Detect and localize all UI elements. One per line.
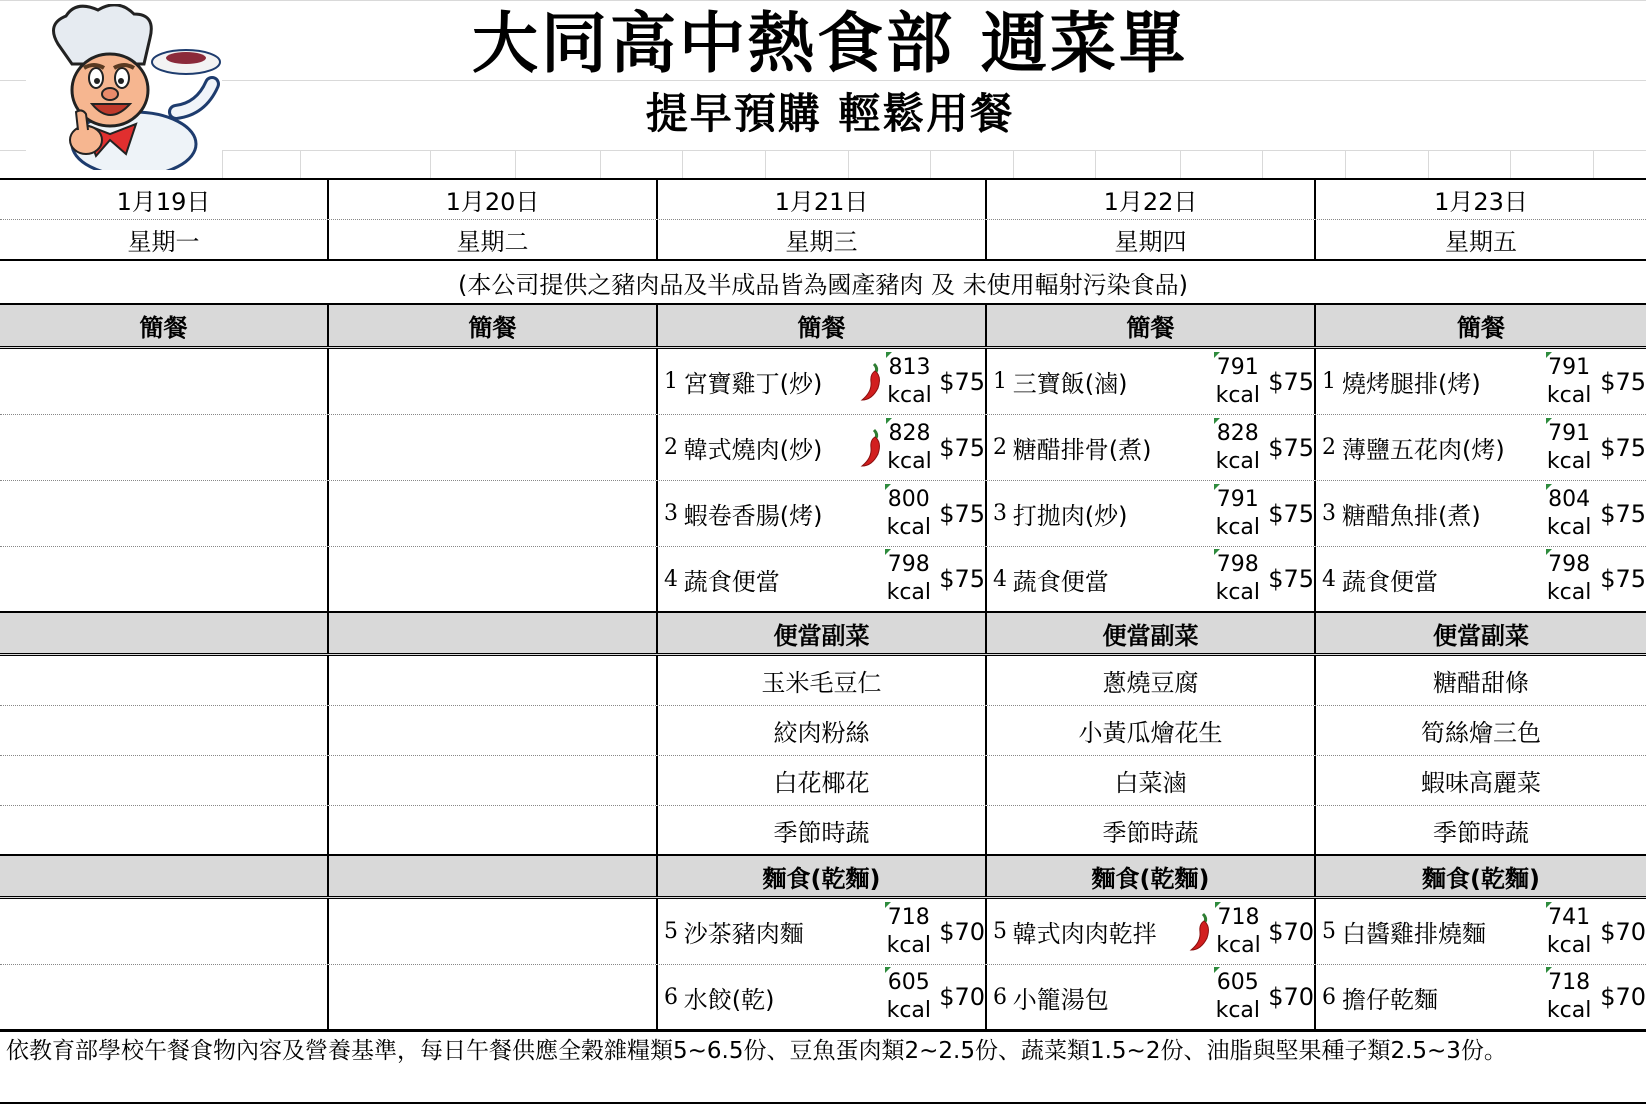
table-row bbox=[0, 965, 1646, 1031]
dish-cell bbox=[987, 481, 1316, 546]
spicy-chili-icon bbox=[1187, 912, 1215, 952]
weekday-cell: 星期四 bbox=[987, 220, 1316, 259]
menu-header bbox=[0, 0, 1646, 178]
calorie-value: 813 kcal bbox=[887, 354, 932, 408]
spicy-chili-icon bbox=[858, 428, 886, 468]
calorie-value: 798 kcal bbox=[886, 552, 932, 605]
spicy-chili-icon bbox=[858, 362, 886, 402]
spicy-chili-icon bbox=[1189, 362, 1214, 402]
side-dish-cell: 季節時蔬 bbox=[658, 806, 987, 854]
section-label: 便當副菜 bbox=[658, 613, 987, 653]
dish-price: $75 bbox=[939, 367, 985, 396]
side-dish-cell: 小黃瓜燴花生 bbox=[987, 706, 1316, 755]
table-row bbox=[0, 656, 1646, 706]
dish-price: $70 bbox=[939, 983, 985, 1011]
calorie-value: 791 kcal bbox=[1546, 354, 1592, 408]
section-label: 便當副菜 bbox=[1433, 621, 1529, 650]
dish-cell bbox=[987, 415, 1316, 480]
side-dish-cell: 絞肉粉絲 bbox=[658, 706, 987, 755]
side-dish-cell: 蝦味高麗菜 bbox=[1421, 769, 1541, 797]
spicy-chili-icon bbox=[860, 977, 885, 1017]
dish-number: 1 bbox=[1322, 369, 1336, 394]
section-label: 簡餐 bbox=[1457, 314, 1505, 342]
dish-number: 4 bbox=[993, 566, 1007, 592]
calorie-value: 605 kcal bbox=[1215, 970, 1261, 1023]
section-label: 便當副菜 bbox=[987, 613, 1316, 653]
dish-price: $75 bbox=[939, 499, 985, 528]
dish-price: $75 bbox=[939, 433, 985, 462]
calorie-value: 828 kcal bbox=[1215, 420, 1261, 474]
table-row bbox=[0, 349, 1646, 415]
dish-name: 韓式燒肉(炒) bbox=[683, 436, 823, 464]
set-meal-section-row bbox=[0, 305, 1646, 349]
dish-number: 2 bbox=[993, 435, 1007, 460]
dish-price: $75 bbox=[1268, 433, 1314, 462]
side-dish-cell: 糖醋甜條 bbox=[1433, 669, 1529, 697]
dish-name: 薄鹽五花肉(烤) bbox=[1341, 436, 1505, 464]
dish-cell bbox=[658, 481, 987, 546]
calorie-value: 798 kcal bbox=[1215, 552, 1261, 605]
calorie-value: 791 kcal bbox=[1215, 486, 1261, 540]
dish-cell bbox=[1316, 349, 1646, 414]
spicy-chili-icon bbox=[860, 912, 885, 952]
dish-name: 水餃(乾) bbox=[683, 985, 775, 1014]
spicy-chili-icon bbox=[1189, 494, 1214, 534]
dish-number: 6 bbox=[664, 984, 678, 1010]
calorie-value: 605 kcal bbox=[886, 970, 932, 1023]
spicy-chili-icon bbox=[860, 494, 885, 534]
dish-cell bbox=[658, 547, 987, 611]
dish-number: 3 bbox=[664, 501, 678, 526]
weekday-row bbox=[0, 220, 1646, 261]
side-dish-cell: 白花椰花 bbox=[658, 756, 987, 805]
dish-number: 6 bbox=[993, 984, 1007, 1010]
dish-cell bbox=[1316, 415, 1646, 480]
dish-price: $75 bbox=[1600, 367, 1646, 396]
weekday-cell: 星期二 bbox=[329, 220, 658, 259]
dish-cell bbox=[1316, 547, 1646, 611]
section-label: 簡餐 bbox=[0, 305, 329, 346]
dish-number: 1 bbox=[664, 369, 678, 394]
calorie-value: 718 kcal bbox=[1216, 904, 1261, 958]
calorie-value: 791 kcal bbox=[1215, 354, 1261, 408]
side-dish-cell: 白菜滷 bbox=[987, 756, 1316, 805]
dish-name: 韓式肉肉乾拌 bbox=[1012, 920, 1157, 948]
dish-cell bbox=[658, 349, 987, 414]
table-row bbox=[0, 706, 1646, 756]
date-row bbox=[0, 178, 1646, 220]
dish-name: 沙茶豬肉麵 bbox=[683, 920, 804, 948]
weekday-cell: 星期一 bbox=[0, 220, 329, 259]
dish-price: $70 bbox=[1600, 983, 1646, 1011]
spicy-chili-icon bbox=[1520, 912, 1545, 952]
dish-name: 糖醋魚排(煮) bbox=[1341, 502, 1481, 530]
dish-cell bbox=[658, 899, 987, 964]
date-cell: 1月23日 bbox=[1434, 188, 1528, 216]
calorie-value: 718 kcal bbox=[886, 904, 932, 958]
noodle-section-row bbox=[0, 856, 1646, 899]
spicy-chili-icon bbox=[1520, 428, 1545, 468]
spicy-chili-icon bbox=[860, 559, 885, 599]
dish-cell bbox=[658, 965, 987, 1029]
spicy-chili-icon bbox=[1189, 977, 1214, 1017]
side-dish-cell: 季節時蔬 bbox=[1433, 818, 1529, 847]
spicy-chili-icon bbox=[1520, 559, 1545, 599]
dish-number: 5 bbox=[1322, 919, 1336, 944]
date-cell: 1月19日 bbox=[0, 180, 329, 219]
dish-price: $75 bbox=[1268, 367, 1314, 396]
pork-notice: (本公司提供之豬肉品及半成品皆為國產豬肉 及 未使用輻射污染食品) bbox=[0, 261, 1646, 305]
dish-price: $75 bbox=[1268, 499, 1314, 528]
dish-price: $70 bbox=[1600, 917, 1646, 946]
dish-name: 擔仔乾麵 bbox=[1341, 985, 1438, 1014]
dish-name: 蔬食便當 bbox=[683, 567, 780, 596]
section-label: 簡餐 bbox=[658, 305, 987, 346]
dish-name: 蝦卷香腸(烤) bbox=[683, 502, 823, 530]
dish-name: 宮寶雞丁(炒) bbox=[683, 370, 823, 398]
dish-cell bbox=[1316, 899, 1646, 964]
calorie-value: 718 kcal bbox=[1546, 970, 1592, 1023]
dish-cell bbox=[1316, 481, 1646, 546]
page-subtitle: 提早預購 輕鬆用餐 bbox=[645, 89, 1015, 138]
dish-name: 白醬雞排燒麵 bbox=[1341, 920, 1486, 948]
dish-number: 2 bbox=[1322, 435, 1336, 460]
section-label: 麵食(乾麵) bbox=[987, 856, 1316, 896]
weekday-cell: 星期三 bbox=[658, 220, 987, 259]
dish-name: 糖醋排骨(煮) bbox=[1012, 436, 1152, 464]
side-dish-section-row bbox=[0, 613, 1646, 656]
dish-number: 3 bbox=[1322, 501, 1336, 526]
dish-cell bbox=[987, 547, 1316, 611]
dish-name: 蔬食便當 bbox=[1012, 567, 1109, 596]
dish-name: 蔬食便當 bbox=[1341, 567, 1438, 596]
dish-price: $75 bbox=[939, 565, 985, 593]
spicy-chili-icon bbox=[1189, 428, 1214, 468]
dish-name: 三寶飯(滷) bbox=[1012, 370, 1128, 398]
table-row bbox=[0, 756, 1646, 806]
section-label: 麵食(乾麵) bbox=[1422, 864, 1540, 893]
table-row bbox=[0, 806, 1646, 856]
spicy-chili-icon bbox=[1520, 977, 1545, 1017]
section-label: 簡餐 bbox=[987, 305, 1316, 346]
date-cell: 1月22日 bbox=[987, 180, 1316, 219]
calorie-value: 791 kcal bbox=[1546, 420, 1592, 474]
side-dish-cell: 蔥燒豆腐 bbox=[987, 656, 1316, 705]
spicy-chili-icon bbox=[1520, 362, 1545, 402]
dish-number: 4 bbox=[1322, 566, 1336, 592]
dish-cell bbox=[987, 349, 1316, 414]
calorie-value: 804 kcal bbox=[1546, 486, 1592, 540]
calorie-value: 800 kcal bbox=[886, 486, 932, 540]
dish-number: 3 bbox=[993, 501, 1007, 526]
spicy-chili-icon bbox=[1520, 494, 1545, 534]
weekly-menu-table bbox=[0, 178, 1646, 1031]
page-title: 大同高中熱食部 週菜單 bbox=[472, 5, 1188, 82]
dish-number: 5 bbox=[993, 919, 1007, 944]
nutrition-footnote: 依教育部學校午餐食物內容及營養基準，每日午餐供應全穀雜糧類5~6.5份、豆魚蛋肉類2~2.5份、蔬菜類1.5~2份、油脂與堅果種子類2.5~3份。 bbox=[0, 1030, 1646, 1104]
side-dish-cell: 筍絲燴三色 bbox=[1421, 719, 1541, 747]
section-label: 麵食(乾麵) bbox=[658, 856, 987, 896]
dish-name: 小籠湯包 bbox=[1012, 985, 1109, 1014]
dish-cell bbox=[658, 415, 987, 480]
dish-price: $75 bbox=[1600, 433, 1646, 462]
dish-price: $70 bbox=[939, 917, 985, 946]
table-row bbox=[0, 547, 1646, 613]
section-label: 簡餐 bbox=[329, 305, 658, 346]
dish-price: $70 bbox=[1268, 983, 1314, 1011]
calorie-value: 741 kcal bbox=[1546, 904, 1592, 958]
side-dish-cell: 季節時蔬 bbox=[987, 806, 1316, 854]
dish-cell bbox=[987, 899, 1316, 964]
weekday-cell: 星期五 bbox=[1445, 228, 1517, 256]
chef-mascot-icon bbox=[26, 4, 222, 170]
dish-price: $75 bbox=[1600, 499, 1646, 528]
dish-cell bbox=[1316, 965, 1646, 1029]
dish-number: 5 bbox=[664, 919, 678, 944]
calorie-value: 828 kcal bbox=[887, 420, 932, 474]
dish-name: 燒烤腿排(烤) bbox=[1341, 370, 1481, 398]
table-row bbox=[0, 481, 1646, 547]
dish-number: 1 bbox=[993, 369, 1007, 394]
date-cell: 1月21日 bbox=[658, 180, 987, 219]
table-row bbox=[0, 415, 1646, 481]
dish-number: 6 bbox=[1322, 984, 1336, 1010]
dish-price: $75 bbox=[1268, 565, 1314, 593]
dish-price: $70 bbox=[1268, 917, 1314, 946]
table-row bbox=[0, 899, 1646, 965]
dish-cell bbox=[987, 965, 1316, 1029]
dish-number: 2 bbox=[664, 435, 678, 460]
spicy-chili-icon bbox=[1189, 559, 1214, 599]
date-cell: 1月20日 bbox=[329, 180, 658, 219]
calorie-value: 798 kcal bbox=[1546, 552, 1592, 605]
dish-price: $75 bbox=[1600, 565, 1646, 593]
side-dish-cell: 玉米毛豆仁 bbox=[658, 656, 987, 705]
dish-name: 打拋肉(炒) bbox=[1012, 502, 1128, 530]
dish-number: 4 bbox=[664, 566, 678, 592]
